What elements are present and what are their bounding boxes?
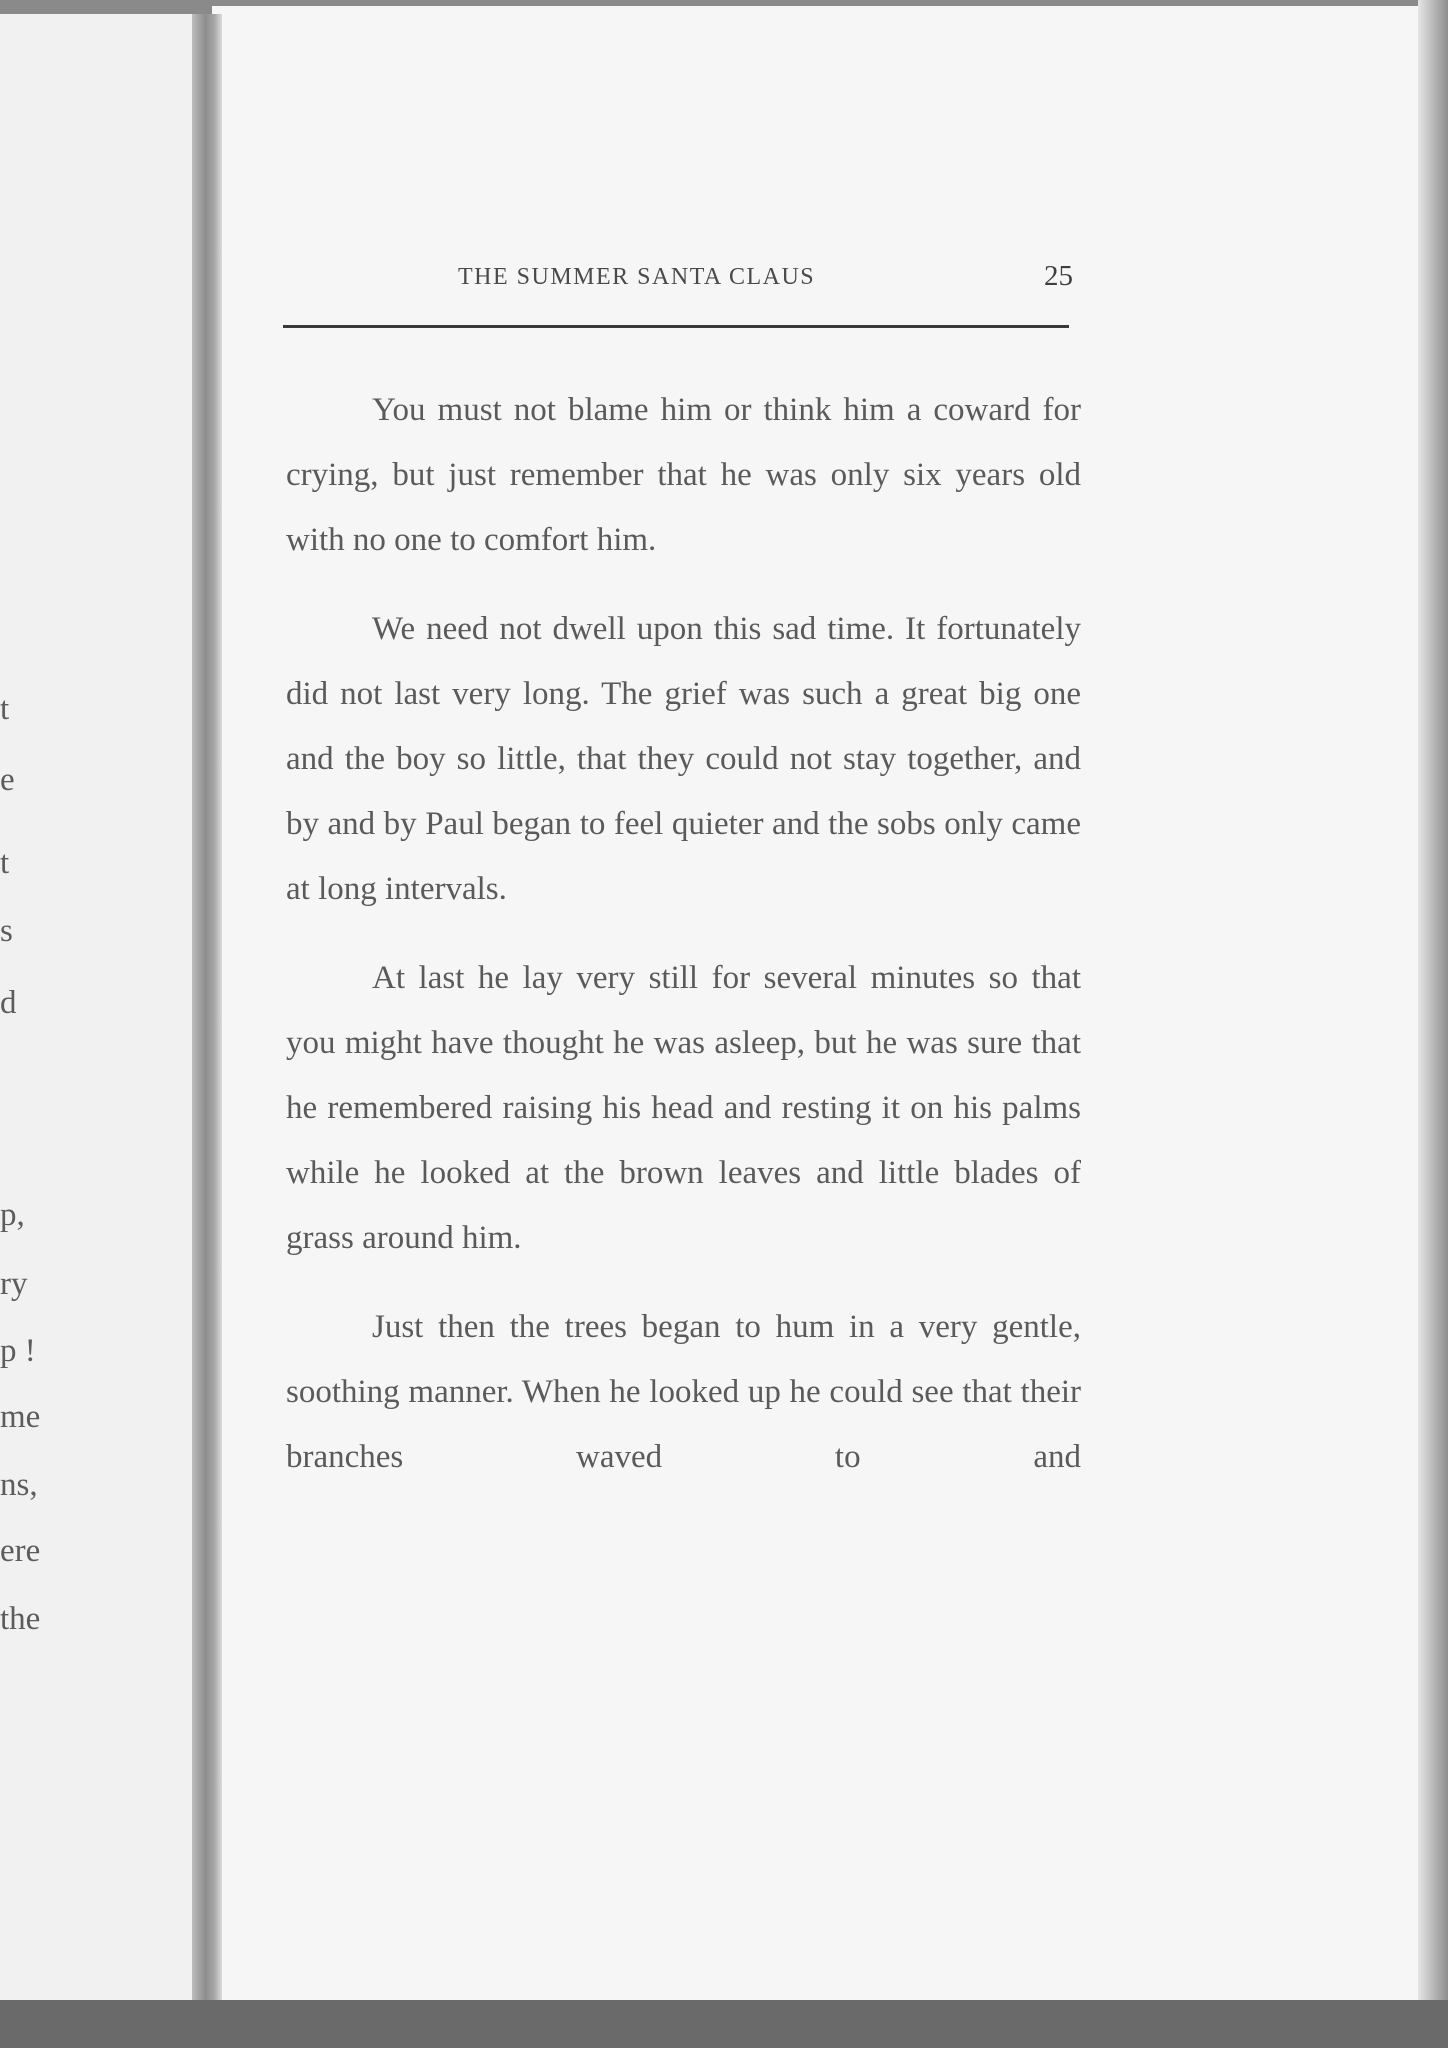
page-number: 25 bbox=[1044, 260, 1073, 292]
book-gutter bbox=[192, 14, 222, 2004]
facing-page-fragment: t bbox=[0, 845, 10, 881]
facing-page-fragment: t bbox=[0, 691, 10, 727]
page-header bbox=[283, 260, 1073, 300]
facing-page-fragment: the bbox=[0, 1601, 41, 1637]
paragraph: We need not dwell upon this sad time. It fortunately did not last very long. The grief was such a great big one and the boy so little, that they could not stay together, and by and by Paul began to feel quieter and the sobs only came at long intervals. bbox=[286, 611, 1081, 907]
facing-page-fragment: s bbox=[0, 913, 13, 949]
paragraph: Just then the trees began to hum in a very gentle, soothing manner. When he looked up he could see that their branches waved to and bbox=[286, 1309, 1081, 1475]
facing-page bbox=[0, 14, 205, 2004]
paragraph: You must not blame him or think him a coward for crying, but just remember that he was only six years old with no one to comfort him. bbox=[286, 392, 1081, 558]
page-right-edge bbox=[1418, 0, 1448, 2048]
facing-page-fragment: p, bbox=[0, 1197, 25, 1233]
header-rule bbox=[283, 325, 1069, 328]
paragraph: At last he lay very still for several minutes so that you might have thought he was asleep, but he was sure that he remembered raising his head and resting it on his palms while he looked at the brown leaves and little blades of grass around him. bbox=[286, 960, 1081, 1256]
facing-page-fragment: ere bbox=[0, 1533, 41, 1569]
scan-bottom-edge bbox=[0, 2000, 1448, 2048]
running-head: THE SUMMER SANTA CLAUS bbox=[458, 264, 816, 290]
facing-page-fragment: me bbox=[0, 1399, 41, 1435]
facing-page-fragment: e bbox=[0, 762, 15, 798]
body-text bbox=[286, 378, 1081, 1514]
facing-page-fragment: p ! bbox=[0, 1333, 36, 1369]
facing-page-fragment: ns, bbox=[0, 1467, 38, 1503]
facing-page-fragment: d bbox=[0, 985, 17, 1021]
facing-page-fragment: ry bbox=[0, 1266, 28, 1302]
